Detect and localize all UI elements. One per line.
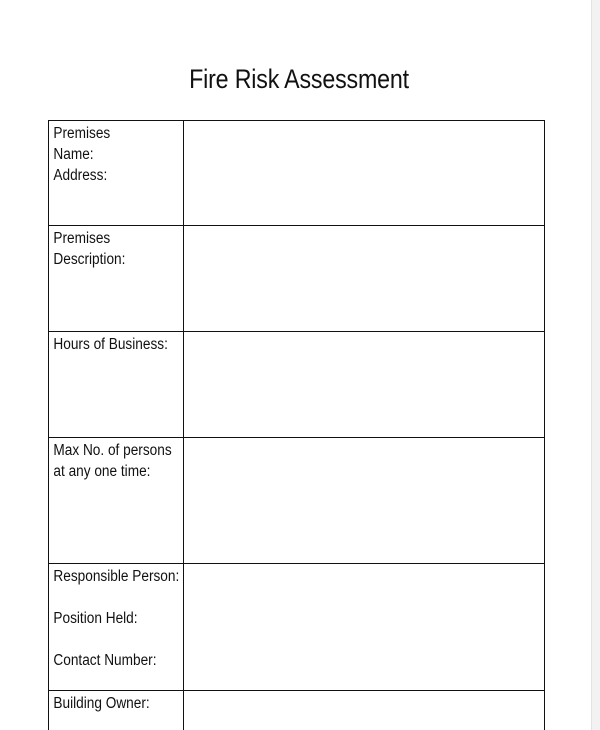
table-row-max-persons bbox=[49, 438, 545, 564]
building-owner-field[interactable] bbox=[184, 691, 545, 730]
row-label-line: Building Owner: bbox=[53, 695, 150, 712]
row-label-line: Contact Number: bbox=[53, 652, 157, 669]
max-persons-field[interactable] bbox=[184, 438, 545, 564]
table-row-building-owner bbox=[49, 691, 545, 730]
row-label-line: Name: bbox=[53, 146, 94, 163]
vertical-scrollbar[interactable] bbox=[591, 0, 600, 730]
row-label-line: Position Held: bbox=[53, 610, 138, 627]
label-cell bbox=[49, 121, 184, 226]
row-label-line: Premises bbox=[53, 125, 111, 142]
row-label-line: Address: bbox=[53, 167, 108, 184]
row-label-line: Premises bbox=[53, 230, 111, 247]
document-title: Fire Risk Assessment bbox=[189, 64, 409, 94]
table-row-premises-description bbox=[49, 226, 545, 332]
table-row-hours-of-business bbox=[49, 332, 545, 438]
table-row-premises-name bbox=[49, 121, 545, 226]
label-cell bbox=[49, 226, 184, 332]
label-cell bbox=[49, 691, 184, 730]
label-cell bbox=[49, 438, 184, 564]
table-row-responsible-person bbox=[49, 564, 545, 691]
label-cell bbox=[49, 564, 184, 691]
row-label-line: at any one time: bbox=[53, 463, 151, 480]
row-label-line: Responsible Person: bbox=[53, 568, 180, 585]
hours-of-business-field[interactable] bbox=[184, 332, 545, 438]
row-label-line: Hours of Business: bbox=[53, 336, 168, 353]
premises-name-address-field[interactable] bbox=[184, 121, 545, 226]
row-label-line: Description: bbox=[53, 251, 126, 268]
premises-description-field[interactable] bbox=[184, 226, 545, 332]
row-label-line: Max No. of persons bbox=[53, 442, 172, 459]
responsible-person-field[interactable] bbox=[184, 564, 545, 691]
assessment-form-table bbox=[48, 120, 545, 730]
label-cell bbox=[49, 332, 184, 438]
